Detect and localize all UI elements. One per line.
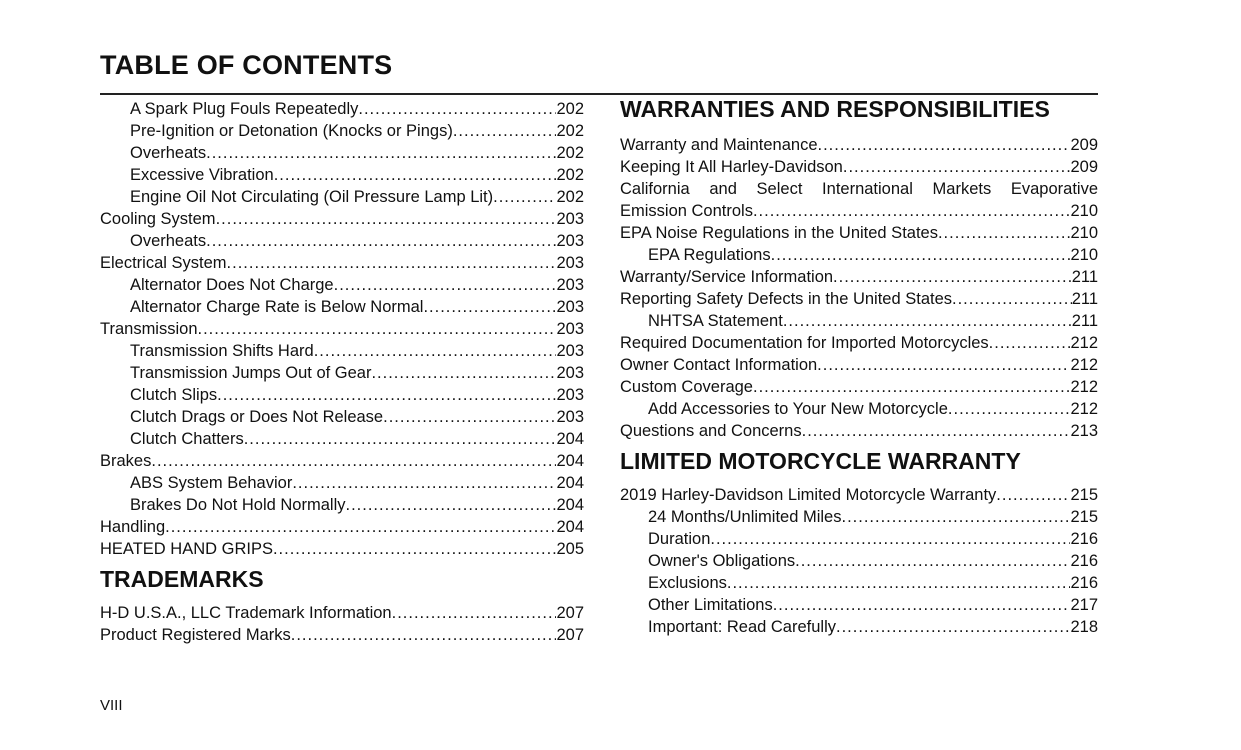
toc-entry[interactable]: [620, 550, 1098, 572]
toc-entry[interactable]: [100, 142, 584, 164]
toc-entry[interactable]: [100, 208, 584, 230]
dot-leader: [273, 538, 557, 560]
dot-leader: [227, 252, 557, 274]
toc-entry-title: Clutch Slips: [130, 386, 218, 404]
dot-leader: [423, 296, 556, 318]
toc-entry[interactable]: [100, 120, 584, 142]
dot-leader: [996, 484, 1070, 506]
dot-leader: [833, 266, 1072, 288]
toc-entry[interactable]: [620, 222, 1098, 244]
toc-entry-page: 217: [1070, 596, 1098, 614]
toc-entry-title: Electrical System: [100, 254, 227, 272]
toc-entry-page: 204: [556, 518, 584, 536]
toc-entry-page: 212: [1070, 356, 1098, 374]
dot-leader: [274, 164, 557, 186]
toc-entry[interactable]: [620, 288, 1098, 310]
toc-entry-page: 216: [1070, 530, 1098, 548]
toc-entry-page: 209: [1070, 136, 1098, 154]
toc-entry[interactable]: [100, 472, 584, 494]
dot-leader: [453, 120, 557, 142]
dot-leader: [244, 428, 557, 450]
toc-entry-title: Handling: [100, 518, 166, 536]
toc-entry[interactable]: [620, 506, 1098, 528]
toc-entry-page: 203: [556, 320, 584, 338]
toc-entry-page: 203: [556, 210, 584, 228]
dot-leader: [151, 450, 556, 472]
toc-entry-page: 203: [556, 386, 584, 404]
toc-entry[interactable]: [620, 156, 1098, 178]
toc-entry[interactable]: [100, 362, 584, 384]
dot-leader: [773, 594, 1071, 616]
toc-entry-page: 203: [556, 298, 584, 316]
toc-entry-title: ABS System Behavior: [130, 474, 293, 492]
toc-entry-title: Product Registered Marks: [100, 626, 291, 644]
toc-entry-title: Exclusions: [648, 574, 727, 592]
toc-entry[interactable]: [620, 594, 1098, 616]
dot-leader: [795, 550, 1070, 572]
toc-entry-title: Owner's Obligations: [648, 552, 796, 570]
toc-entry-title: Other Limitations: [648, 596, 773, 614]
toc-entry-title: Engine Oil Not Circulating (Oil Pressure Lamp Lit): [130, 188, 494, 206]
toc-entry-page: 215: [1070, 508, 1098, 526]
page-title: TABLE OF CONTENTS: [100, 50, 393, 80]
toc-entry[interactable]: [100, 516, 584, 538]
toc-entry[interactable]: [620, 244, 1098, 266]
toc-entry-page: 203: [556, 342, 584, 360]
toc-entry[interactable]: [100, 318, 584, 340]
dot-leader: [493, 186, 556, 208]
toc-entry[interactable]: [100, 252, 584, 274]
toc-entry-title: Owner Contact Information: [620, 356, 818, 374]
toc-entry[interactable]: [100, 274, 584, 296]
trademarks-heading: TRADEMARKS: [100, 566, 264, 592]
toc-entry-title: Brakes: [100, 452, 152, 470]
dot-leader: [948, 398, 1071, 420]
toc-entry-page: 204: [556, 430, 584, 448]
dot-leader: [818, 134, 1071, 156]
toc-entry-title: NHTSA Statement: [648, 312, 783, 330]
toc-entry[interactable]: [620, 200, 1098, 222]
toc-entry-title: Transmission: [100, 320, 198, 338]
dot-leader: [358, 98, 556, 120]
toc-entry-title: Custom Coverage: [620, 378, 753, 396]
toc-entry-title: Alternator Charge Rate is Below Normal: [130, 298, 424, 316]
toc-entry[interactable]: [620, 572, 1098, 594]
toc-entry[interactable]: [620, 332, 1098, 354]
dot-leader: [334, 274, 557, 296]
toc-entry-title: Add Accessories to Your New Motorcycle: [648, 400, 948, 418]
dot-leader: [753, 200, 1071, 222]
toc-entry-page: 202: [556, 144, 584, 162]
toc-entry-title: A Spark Plug Fouls Repeatedly: [130, 100, 359, 118]
dot-leader: [291, 624, 557, 646]
toc-entry-page: 202: [556, 188, 584, 206]
toc-entry-title: Clutch Drags or Does Not Release: [130, 408, 384, 426]
toc-entry-title: 24 Months/Unlimited Miles: [648, 508, 842, 526]
toc-entry-page: 203: [556, 254, 584, 272]
toc-entry-title: Alternator Does Not Charge: [130, 276, 334, 294]
toc-entry-page: 207: [556, 626, 584, 644]
dot-leader: [371, 362, 556, 384]
toc-entry-title: Cooling System: [100, 210, 216, 228]
toc-entry-title: Reporting Safety Defects in the United States: [620, 290, 953, 308]
toc-entry-title: H-D U.S.A., LLC Trademark Information: [100, 604, 392, 622]
toc-entry-page: 203: [556, 276, 584, 294]
toc-entry[interactable]: [100, 186, 584, 208]
dot-leader: [771, 244, 1071, 266]
toc-entry-title: Warranty/Service Information: [620, 268, 834, 286]
toc-entry[interactable]: [620, 616, 1098, 638]
toc-entry-page: 204: [556, 474, 584, 492]
dot-leader: [753, 376, 1070, 398]
toc-entry[interactable]: [620, 420, 1098, 442]
toc-entry[interactable]: [620, 528, 1098, 550]
toc-entry[interactable]: [620, 398, 1098, 420]
toc-entry[interactable]: [620, 134, 1098, 156]
toc-entry-title: Keeping It All Harley-Davidson: [620, 158, 843, 176]
toc-entry-title: Warranty and Maintenance: [620, 136, 818, 154]
entries-top-list: [100, 98, 584, 560]
toc-entry-title: Clutch Chatters: [130, 430, 244, 448]
dot-leader: [198, 318, 557, 340]
dot-leader: [206, 142, 556, 164]
trademarks-list: [100, 602, 584, 646]
limited-warranty-heading: LIMITED MOTORCYCLE WARRANTY: [620, 448, 1021, 474]
dot-leader: [843, 156, 1071, 178]
warranties-list-a: [620, 134, 1098, 178]
toc-entry-page: 210: [1070, 246, 1098, 264]
dot-leader: [783, 310, 1072, 332]
dot-leader: [392, 602, 557, 624]
toc-entry[interactable]: [620, 310, 1098, 332]
toc-entry-page: 204: [556, 496, 584, 514]
toc-entry[interactable]: [100, 624, 584, 646]
toc-entry[interactable]: [100, 406, 584, 428]
toc-entry-title: HEATED HAND GRIPS: [100, 540, 273, 558]
toc-entry[interactable]: [620, 376, 1098, 398]
dot-leader: [817, 354, 1070, 376]
dot-leader: [802, 420, 1071, 442]
toc-entry-title: Excessive Vibration: [130, 166, 274, 184]
toc-entry-page: 211: [1071, 268, 1098, 286]
limited-warranty-list: [620, 484, 1098, 638]
dot-leader: [952, 288, 1072, 310]
toc-entry-page: 205: [556, 540, 584, 558]
toc-entry-title: Pre-Ignition or Detonation (Knocks or Pings): [130, 122, 453, 140]
right-column: [620, 98, 1098, 638]
dot-leader: [989, 332, 1071, 354]
left-column: [100, 98, 584, 646]
warranties-list-b: [620, 200, 1098, 442]
toc-entry-page: 203: [556, 232, 584, 250]
page-number: VIII: [100, 697, 123, 714]
toc-entry[interactable]: [620, 484, 1098, 506]
warranties-heading: WARRANTIES AND RESPONSIBILITIES: [620, 96, 1050, 122]
toc-entry-page: 209: [1070, 158, 1098, 176]
dot-leader: [165, 516, 556, 538]
dot-leader: [836, 616, 1070, 638]
toc-entry-page: 202: [556, 100, 584, 118]
toc-entry-page: 211: [1071, 290, 1098, 308]
toc-entry-title: EPA Regulations: [648, 246, 771, 264]
toc-entry-page: 212: [1070, 400, 1098, 418]
toc-entry[interactable]: [620, 266, 1098, 288]
dot-leader: [314, 340, 557, 362]
toc-entry-title: Emission Controls: [620, 202, 753, 220]
dot-leader: [383, 406, 556, 428]
toc-entry-page: 203: [556, 364, 584, 382]
toc-entry[interactable]: [100, 296, 584, 318]
toc-entry-page: 212: [1070, 378, 1098, 396]
toc-entry-page: 210: [1070, 224, 1098, 242]
toc-entry[interactable]: [100, 428, 584, 450]
dot-leader: [206, 230, 556, 252]
toc-entry-title: EPA Noise Regulations in the United States: [620, 224, 938, 242]
toc-entry-title: Required Documentation for Imported Motorcycles: [620, 334, 989, 352]
toc-entry-page: 204: [556, 452, 584, 470]
toc-entry[interactable]: [100, 98, 584, 120]
toc-entry[interactable]: [100, 230, 584, 252]
toc-entry[interactable]: [100, 602, 584, 624]
toc-entry[interactable]: [100, 384, 584, 406]
dot-leader: [842, 506, 1071, 528]
dot-leader: [217, 384, 556, 406]
toc-entry[interactable]: [620, 354, 1098, 376]
dot-leader: [938, 222, 1071, 244]
toc-entry[interactable]: [100, 450, 584, 472]
toc-entry[interactable]: [100, 538, 584, 560]
toc-entry-title: Important: Read Carefully: [648, 618, 837, 636]
toc-entry-page: 207: [556, 604, 584, 622]
toc-entry[interactable]: [100, 340, 584, 362]
toc-entry-title: Transmission Shifts Hard: [130, 342, 314, 360]
toc-entry-page: 215: [1070, 486, 1098, 504]
toc-entry-title: 2019 Harley-Davidson Limited Motorcycle Warranty: [620, 486, 997, 504]
dot-leader: [345, 494, 556, 516]
toc-entry-title: Overheats: [130, 232, 207, 250]
toc-entry-page: 210: [1070, 202, 1098, 220]
toc-entry-page: 218: [1070, 618, 1098, 636]
toc-entry[interactable]: [100, 494, 584, 516]
toc-entry-page: 216: [1070, 574, 1098, 592]
toc-entry-title: Overheats: [130, 144, 207, 162]
toc-entry-title: Brakes Do Not Hold Normally: [130, 496, 346, 514]
dot-leader: [216, 208, 557, 230]
toc-entry-title: Transmission Jumps Out of Gear: [130, 364, 372, 382]
toc-entry-page: 202: [556, 166, 584, 184]
toc-entry-page: 203: [556, 408, 584, 426]
toc-entry-page: 212: [1070, 334, 1098, 352]
dot-leader: [710, 528, 1070, 550]
toc-entry-page: 213: [1070, 422, 1098, 440]
toc-entry-title: Questions and Concerns: [620, 422, 802, 440]
toc-entry[interactable]: [100, 164, 584, 186]
toc-entry-page: 216: [1070, 552, 1098, 570]
dot-leader: [292, 472, 556, 494]
toc-entry-page: 211: [1071, 312, 1098, 330]
toc-entry-title: Duration: [648, 530, 711, 548]
dot-leader: [727, 572, 1071, 594]
toc-entry-page: 202: [556, 122, 584, 140]
toc-entry-wrap[interactable]: California and Select International Markets Evaporative: [620, 180, 1098, 198]
